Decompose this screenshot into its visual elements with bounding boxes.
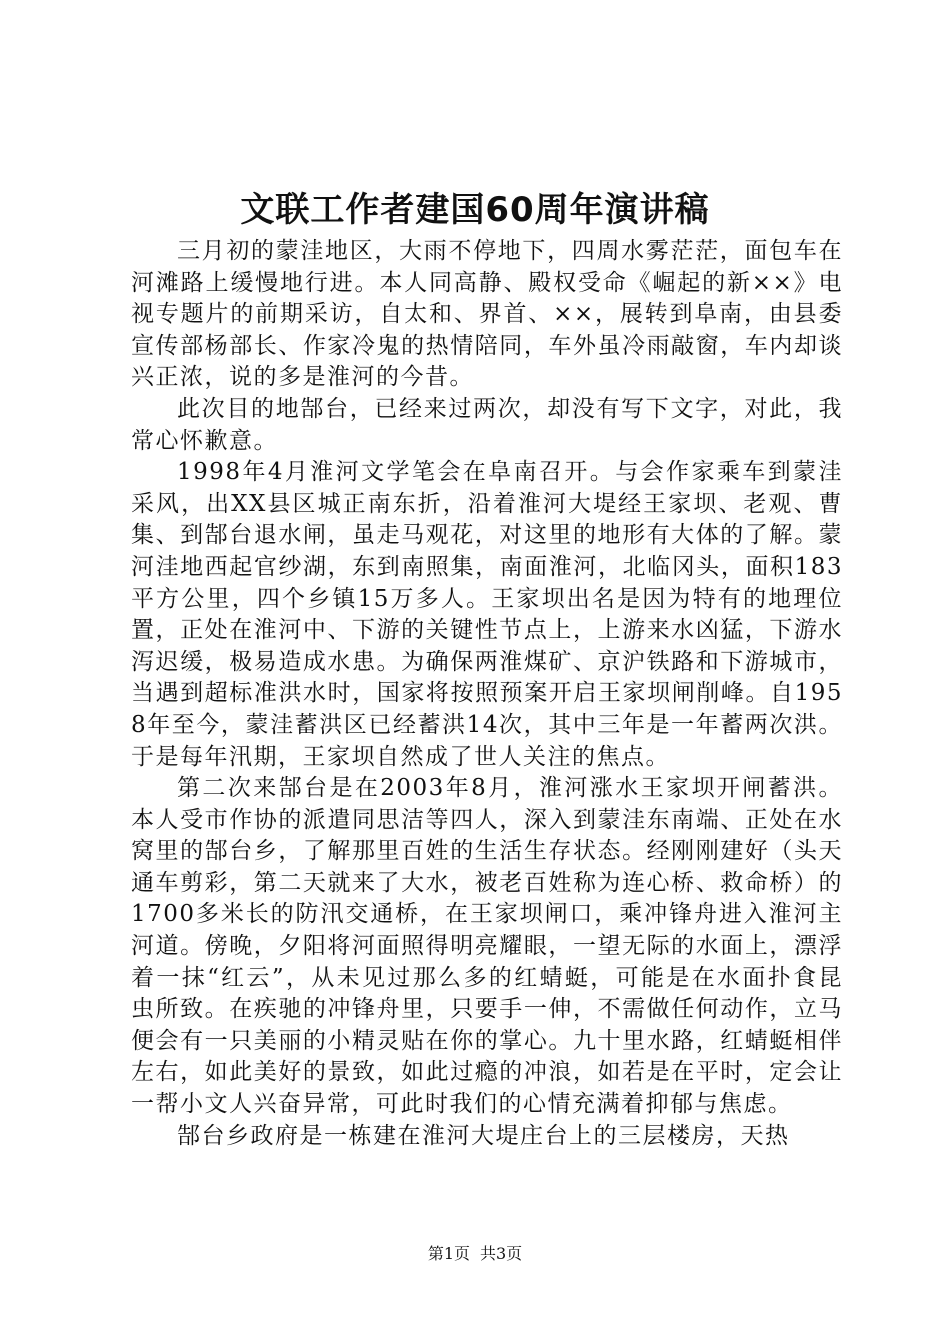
document-body	[131, 236, 843, 1152]
paragraph-2: 此次目的地郜台，已经来过两次，却没有写下文字，对此，我常心怀歉意。	[131, 395, 843, 454]
paragraph-3: 1998年4月淮河文学笔会在阜南召开。与会作家乘车到蒙洼采风，出XX县区城正南东折，沿着淮河大堤经王家坝、老观、曹集、到郜台退水闸，虽走马观花，对这里的地形有大体的了解。蒙河洼地西起官纱湖，东到南照集，南面淮河，北临冈头，面积183平方公里，四个乡镇15万多人。王家坝出名是因为特有的地理位置，正处在淮河中、下游的关键性节点上，上游来水凶猛，下游水泻迟缓，极易造成水患。为确保两淮煤矿、京沪铁路和下游城市，当遇到超标准洪水时，国家将按照预案开启王家坝闸削峰。自1958年至今，蒙洼蓄洪区已经蓄洪14次，其中三年是一年蓄两次洪。于是每年汛期，王家坝自然成了世人关注的焦点。	[131, 459, 843, 770]
paragraph-4: 第二次来郜台是在2003年8月，淮河涨水王家坝开闸蓄洪。本人受市作协的派遣同思洁等四人，深入到蒙洼东南端、正处在水窝里的郜台乡，了解那里百姓的生活生存状态。经刚刚建好（头天通车剪彩，第二天就来了大水，被老百姓称为连心桥、救命桥）的1700多米长的防汛交通桥，在王家坝闸口，乘冲锋舟进入淮河主河道。傍晚，夕阳将河面照得明亮耀眼，一望无际的水面上，漂浮着一抹“红云”，从未见过那么多的红蜻蜓，可能是在水面扑食昆虫所致。在疾驰的冲锋舟里，只要手一伸，不需做任何动作，立马便会有一只美丽的小精灵贴在你的掌心。九十里水路，红蜻蜓相伴左右，如此美好的景致，如此过瘾的冲浪，如若是在平时，定会让一帮小文人兴奋异常，可此时我们的心情充满着抑郁与焦虑。	[131, 775, 843, 1118]
page-number: 第1页	[427, 1244, 470, 1263]
paragraph-5: 郜台乡政府是一栋建在淮河大堤庄台上的三层楼房，天热	[177, 1122, 790, 1149]
document-title: 文联工作者建国60周年演讲稿	[240, 190, 710, 230]
page-footer	[0, 1243, 950, 1265]
page-total: 共3页	[480, 1244, 523, 1263]
paragraph-1: 三月初的蒙洼地区，大雨不停地下，四周水雾茫茫，面包车在河滩路上缓慢地行进。本人同高静、殿权受命《崛起的新××》电视专题片的前期采访，自太和、界首、××，展转到阜南，由县委宣传部杨部长、作家冷鬼的热情陪同，车外虽冷雨敲窗，车内却谈兴正浓，说的多是淮河的今昔。	[131, 238, 843, 391]
